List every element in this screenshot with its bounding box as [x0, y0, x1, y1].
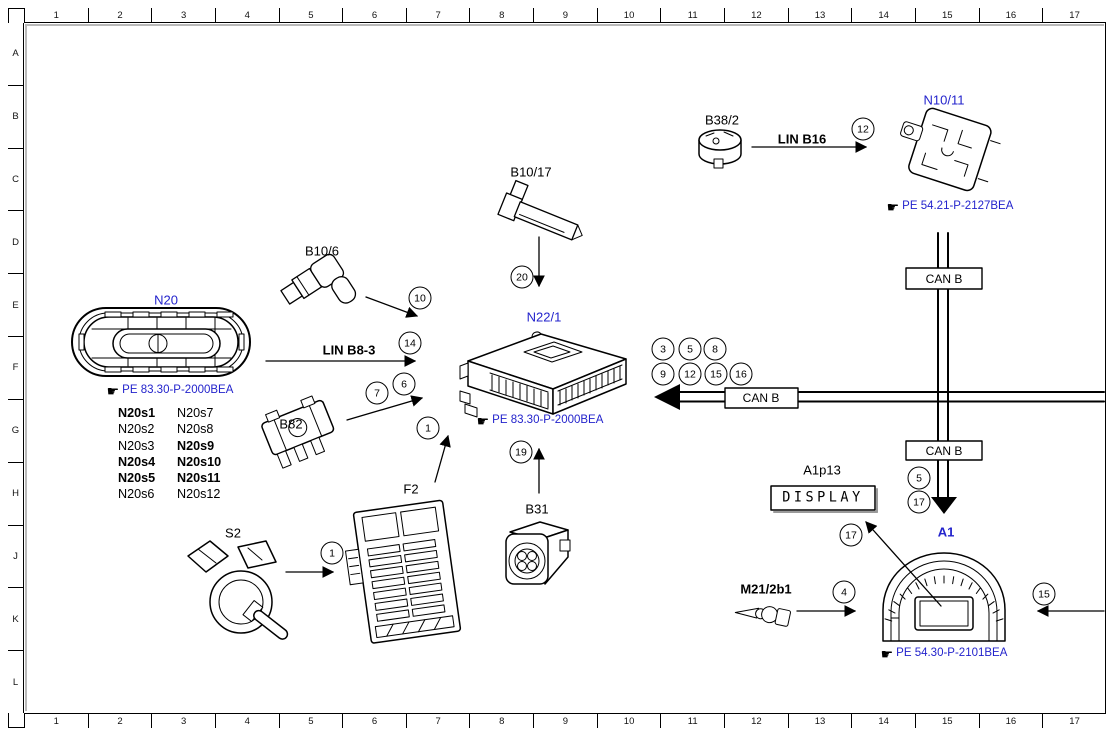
ruler-col-13-bottom: 13	[788, 714, 852, 728]
ruler-col-5-bottom: 5	[279, 714, 343, 728]
ruler-col-9-top: 9	[533, 8, 597, 22]
can-b-label-lower: CAN B	[925, 444, 963, 458]
ruler-col-4-bottom: 4	[215, 714, 279, 728]
n10-11-label: N10/11	[923, 92, 965, 108]
callout-15-20: 15	[1033, 583, 1056, 606]
ruler-col-10-bottom: 10	[597, 714, 661, 728]
ruler-col-15-top: 15	[915, 8, 979, 22]
ruler-col-13-top: 13	[788, 8, 852, 22]
ruler-col-12-bottom: 12	[724, 714, 788, 728]
callout-7-3: 7	[366, 382, 389, 405]
ruler-col-11-bottom: 11	[660, 714, 724, 728]
ruler-col-17-bottom: 17	[1042, 714, 1106, 728]
display-text: DISPLAY	[782, 488, 864, 506]
callout-15-14: 15	[705, 363, 728, 386]
pointing-hand-icon: ☛	[880, 646, 894, 662]
ruler-col-17-top: 17	[1042, 8, 1106, 22]
n20-switch-N20s8: N20s8	[177, 422, 214, 437]
b82-label: B82	[279, 416, 303, 432]
ruler-col-4-top: 4	[215, 8, 279, 22]
a1p13-label: A1p13	[803, 462, 841, 478]
callout-4-19: 4	[833, 581, 856, 604]
ruler-col-1-top: 1	[24, 8, 88, 22]
can-b-label-left: CAN B	[742, 391, 780, 405]
ruler-col-3-top: 3	[151, 8, 215, 22]
ruler-col-16-bottom: 16	[979, 714, 1043, 728]
ruler-col-3-bottom: 3	[151, 714, 215, 728]
n22-1-pe-ref[interactable]	[477, 414, 604, 428]
ruler-col-12-top: 12	[724, 8, 788, 22]
callout-6-2: 6	[393, 373, 416, 396]
b38-2-label: B38/2	[705, 112, 739, 128]
callout-5-10: 5	[679, 338, 702, 361]
callout-5-16: 5	[908, 467, 931, 490]
n20-pe-ref[interactable]	[107, 384, 234, 398]
callout-17-18: 17	[840, 524, 863, 547]
ruler-col-2-top: 2	[88, 8, 152, 22]
ruler-row-K: K	[8, 587, 23, 650]
n20-switch-N20s5: N20s5	[118, 471, 156, 486]
a1-label: A1	[937, 524, 955, 540]
f2-label: F2	[403, 481, 419, 497]
callout-10-0: 10	[409, 287, 432, 310]
ruler-col-15-bottom: 15	[915, 714, 979, 728]
n20-label: N20	[154, 292, 178, 308]
n20-switch-N20s12: N20s12	[177, 487, 221, 502]
ruler-row-H: H	[8, 462, 23, 525]
lin-b8-3-label: LIN B8-3	[322, 342, 376, 358]
callout-19-7: 19	[510, 441, 533, 464]
callout-1-4: 1	[417, 417, 440, 440]
ruler-row-G: G	[8, 399, 23, 462]
n20-switch-N20s10: N20s10	[177, 454, 222, 469]
callout-20-6: 20	[511, 266, 534, 289]
ruler-row-F: F	[8, 336, 23, 399]
callout-3-9: 3	[652, 338, 675, 361]
ruler-row-B: B	[8, 85, 23, 148]
ruler-col-7-top: 7	[406, 8, 470, 22]
n20-switch-N20s2: N20s2	[118, 422, 155, 437]
ruler-col-14-bottom: 14	[851, 714, 915, 728]
ruler-row-E: E	[8, 273, 23, 336]
n20-switch-N20s11: N20s11	[177, 471, 221, 486]
b31-label: B31	[525, 501, 549, 517]
n22-1-label: N22/1	[526, 309, 562, 325]
a1-pe-ref[interactable]	[881, 647, 1008, 661]
n10-11-pe-ref[interactable]	[887, 200, 1014, 214]
ruler-col-7-bottom: 7	[406, 714, 470, 728]
pointing-hand-icon: ☛	[106, 383, 120, 399]
ruler-row-A: A	[12, 48, 19, 60]
n20-switch-N20s7: N20s7	[177, 406, 214, 420]
ruler-col-6-bottom: 6	[342, 714, 406, 728]
n20-pe-ref-text: PE 83.30-P-2000BEA	[122, 384, 234, 397]
ruler-row-D: D	[8, 210, 23, 273]
callout-16-15: 16	[730, 363, 753, 386]
callout-9-12: 9	[652, 363, 675, 386]
ruler-col-11-top: 11	[660, 8, 724, 22]
n20-switch-N20s6: N20s6	[118, 487, 155, 502]
ruler-col-16-top: 16	[979, 8, 1043, 22]
callout-12-13: 12	[679, 363, 702, 386]
can-b-label-upper: CAN B	[925, 272, 963, 286]
ruler-row-J: J	[8, 525, 23, 588]
a1-pe-ref-text: PE 54.30-P-2101BEA	[896, 647, 1008, 660]
lin-b16-label: LIN B16	[777, 131, 827, 147]
b10-6-label: B10/6	[305, 243, 339, 259]
b10-17-label: B10/17	[510, 164, 552, 180]
ruler-col-14-top: 14	[851, 8, 915, 22]
ruler-col-8-top: 8	[469, 8, 533, 22]
ruler-row-L: L	[8, 650, 23, 713]
ruler-col-2-bottom: 2	[88, 714, 152, 728]
n20-switch-N20s1: N20s1	[118, 406, 156, 420]
n10-11-pe-ref-text: PE 54.21-P-2127BEA	[902, 200, 1014, 213]
pointing-hand-icon: ☛	[476, 413, 490, 429]
callout-1-5: 1	[321, 542, 344, 565]
n20-switch-N20s9: N20s9	[177, 438, 215, 453]
s2-label: S2	[225, 525, 241, 541]
ruler-col-9-bottom: 9	[533, 714, 597, 728]
ruler-col-5-top: 5	[279, 8, 343, 22]
ruler-col-8-bottom: 8	[469, 714, 533, 728]
m21-2b1-label: M21/2b1	[740, 581, 792, 597]
ruler-col-10-top: 10	[597, 8, 661, 22]
callout-8-11: 8	[704, 338, 727, 361]
ruler-col-1-bottom: 1	[24, 714, 88, 728]
pointing-hand-icon: ☛	[886, 199, 900, 215]
n20-switch-list	[118, 405, 221, 503]
ruler-col-6-top: 6	[342, 8, 406, 22]
ruler-row-C: C	[8, 148, 23, 211]
n20-switch-N20s4: N20s4	[118, 454, 156, 469]
n20-switch-N20s3: N20s3	[118, 438, 155, 453]
callout-12-8: 12	[852, 118, 875, 141]
n22-1-pe-ref-text: PE 83.30-P-2000BEA	[492, 414, 604, 427]
callout-17-17: 17	[908, 491, 931, 514]
callout-14-1: 14	[399, 332, 422, 355]
